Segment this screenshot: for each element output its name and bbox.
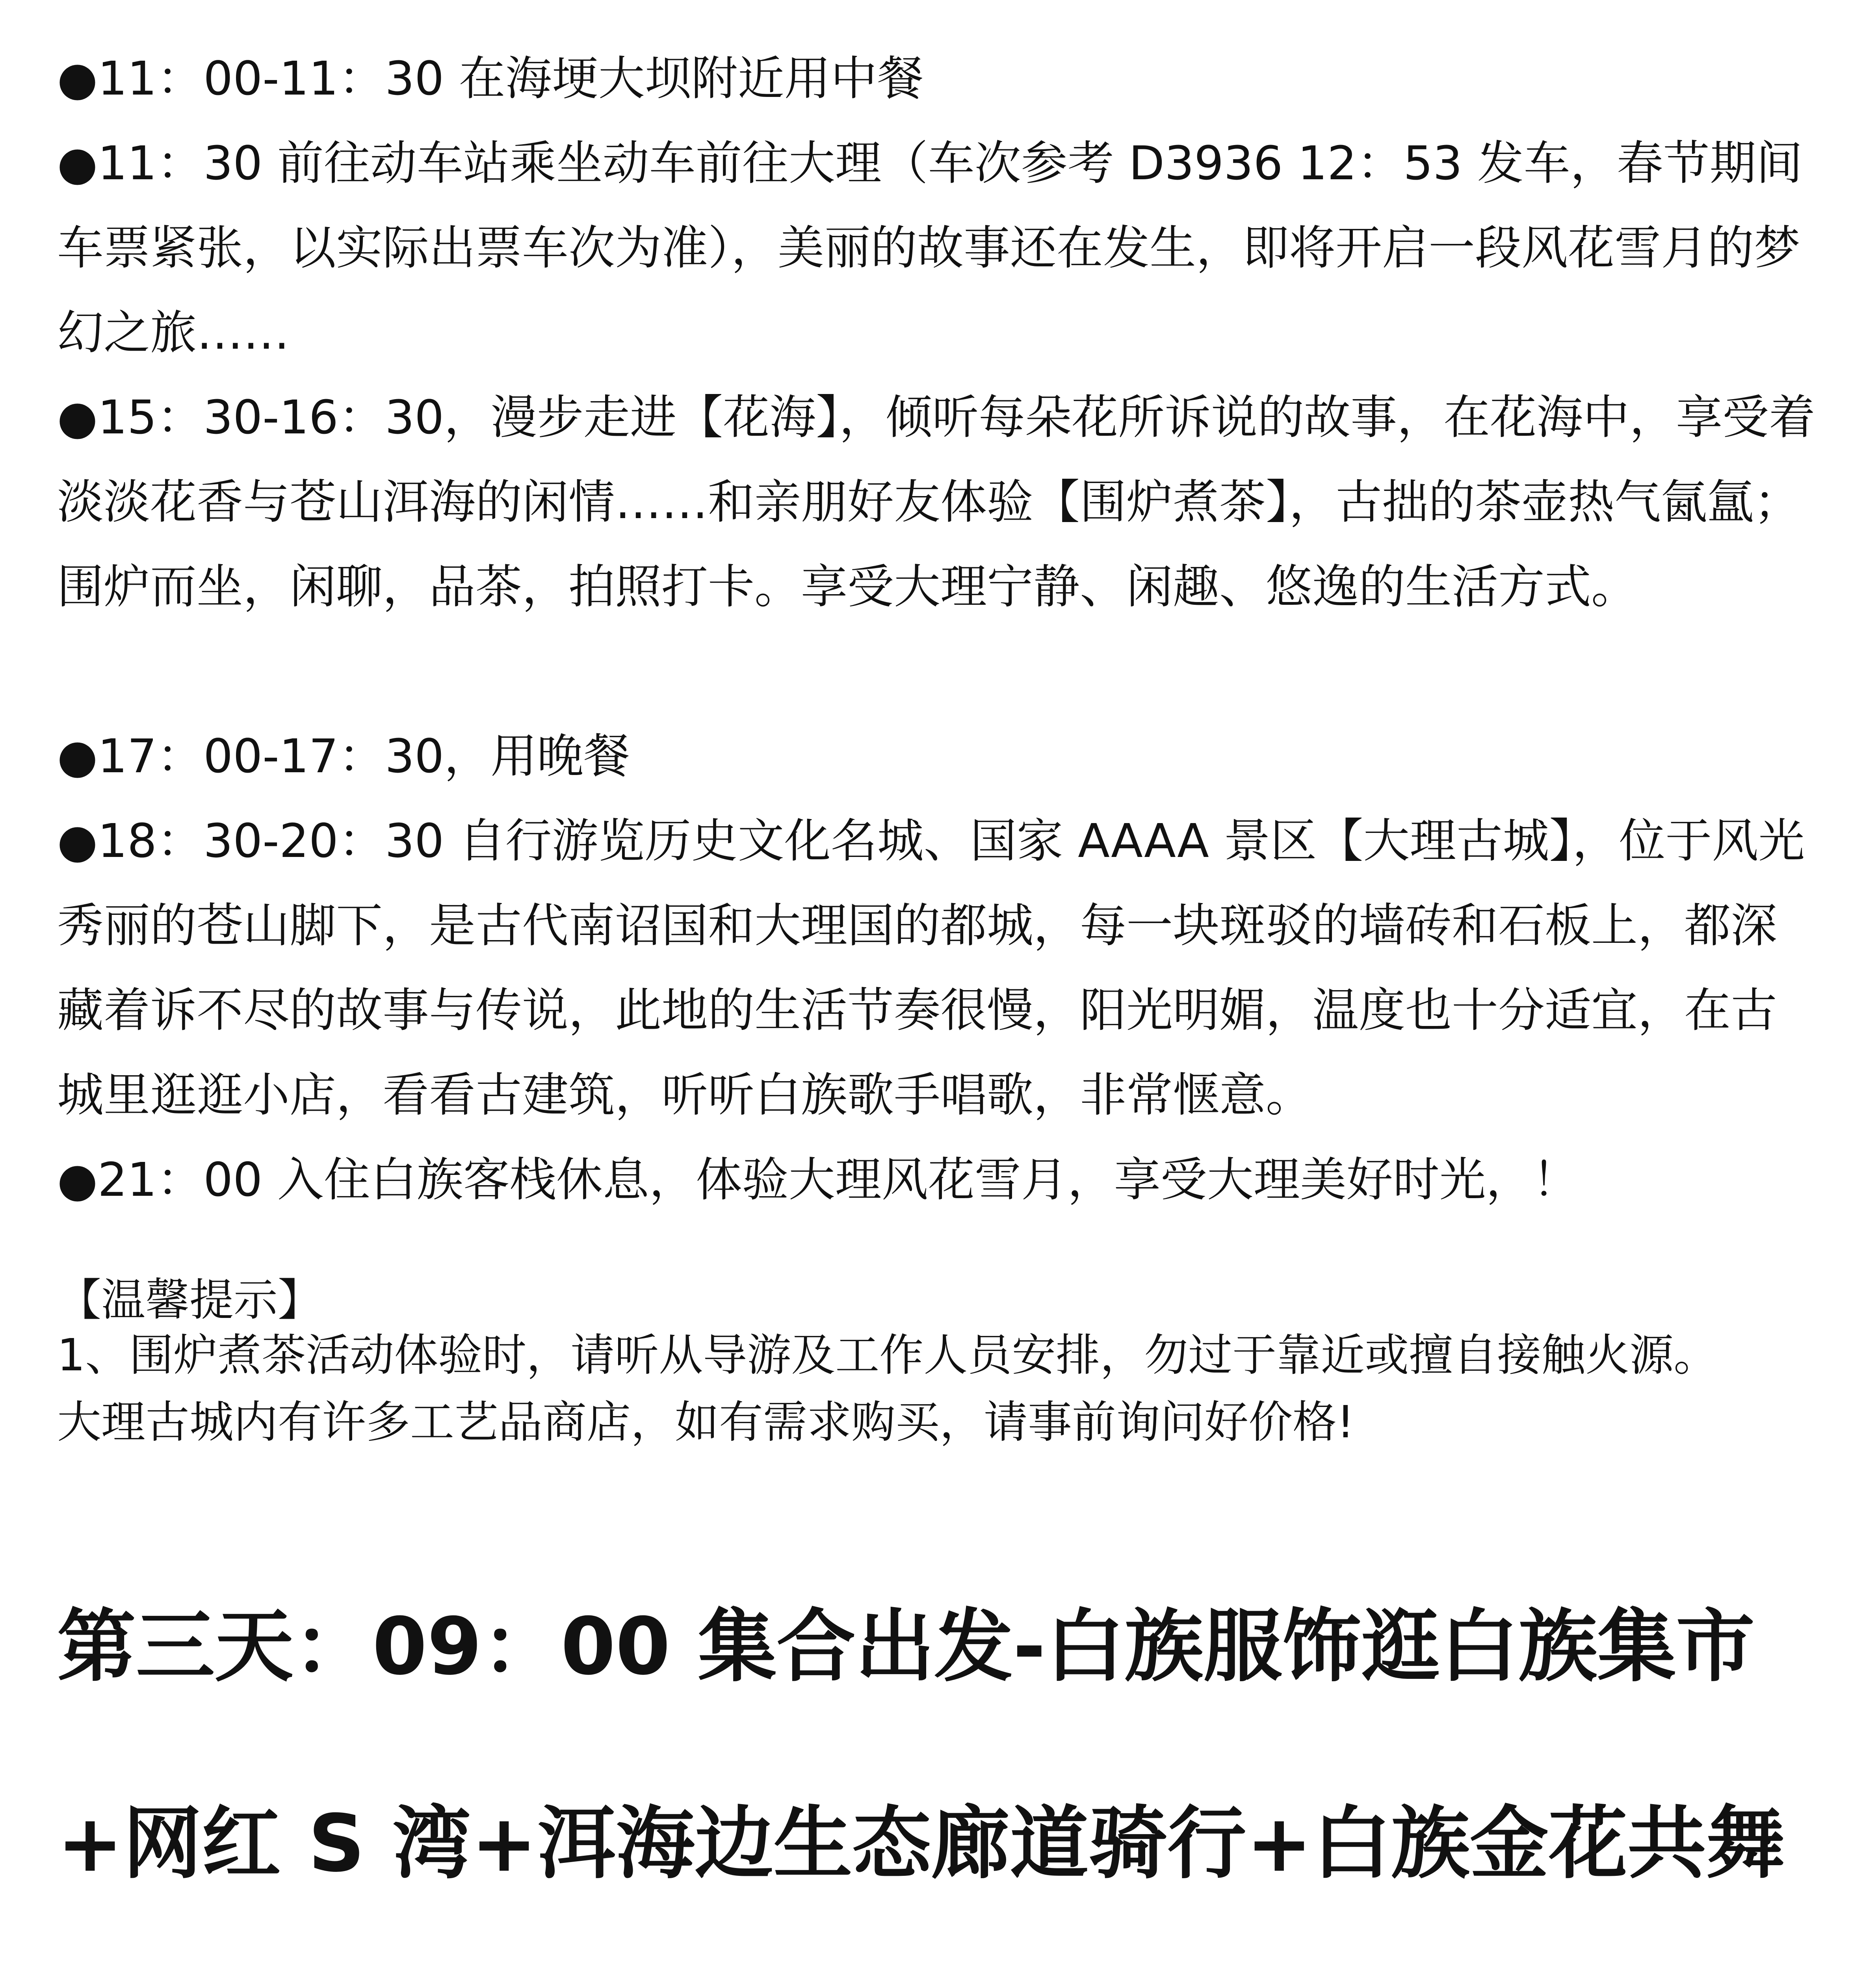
tip-tea-safety: 1、围炉煮茶活动体验时，请听从导游及工作人员安排，勿过于靠近或擅自接触火源。 (57, 1330, 1718, 1381)
itinerary-item-train: ●11：30 前往动车站乘坐动车前往大理（车次参考 D3936 12：53 发车，春节期间车票紧张，以实际出票车次为准），美丽的故事还在发生，即将开启一段风花雪月的梦幻之旅…… (57, 136, 1803, 360)
itinerary-item-check-in: ●21：00 入住白族客栈休息，体验大理风花雪月，享受大理美好时光，！ (57, 1152, 1579, 1207)
tip-shopping: 大理古城内有许多工艺品商店，如有需求购买，请事前询问好价格! (57, 1397, 1354, 1448)
itinerary-item-dinner: ●17：00-17：30，用晚餐 (57, 729, 630, 783)
itinerary-item-old-town: ●18：30-20：30 自行游览历史文化名城、国家 AAAA 景区【大理古城】，位于风光秀丽的苍山脚下，是古代南诏国和大理国的都城，每一块斑驳的墙砖和石板上，都深藏着诉不尽的故事与传说，此地的生活节奏很慢，阳光明媚，温度也十分适宜，在古城里逛逛小店，看看古建筑，听听白族歌手唱歌，非常惬意。 (57, 814, 1805, 1122)
travel-tips (57, 1273, 1822, 1450)
tips-heading: 【温馨提示】 (57, 1275, 322, 1326)
itinerary-item-lunch: ●11：00-11：30 在海埂大坝附近用中餐 (57, 51, 924, 106)
day-three-title: 第三天：09：00 集合出发-白族服饰逛白族集市+网红 S 湾+洱海边生态廊道骑行+白族金花共舞 (57, 1601, 1785, 1890)
itinerary-item-flower-sea: ●15：30-16：30，漫步走进【花海】，倾听每朵花所诉说的故事，在花海中，享受着淡淡花香与苍山洱海的闲情……和亲朋好友体验【围炉煮茶】，古拙的茶壶热气氤氲；围炉而坐，闲聊，品茶，拍照打卡。享受大理宁静、闲趣、悠逸的生活方式。 (57, 390, 1816, 614)
